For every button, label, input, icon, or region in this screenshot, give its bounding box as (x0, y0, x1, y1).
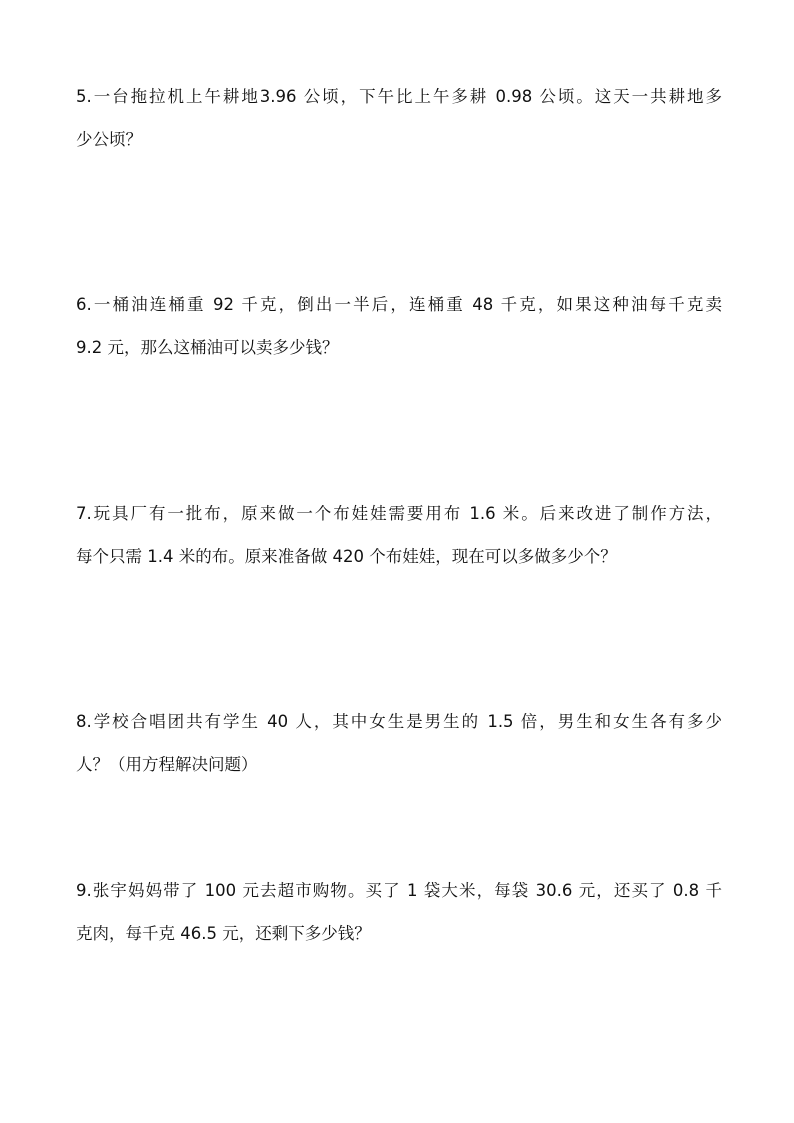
question-9 (76, 869, 722, 955)
question-7 (76, 492, 722, 578)
question-5-line-1: 5.一台拖拉机上午耕地3.96 公顷，下午比上午多耕 0.98 公顷。这天一共耕地多 (76, 87, 722, 106)
question-8-line-1: 8.学校合唱团共有学生 40 人，其中女生是男生的 1.5 倍，男生和女生各有多少 (76, 712, 722, 731)
question-6-line-1: 6.一桶油连桶重 92 千克，倒出一半后，连桶重 48 千克，如果这种油每千克卖 (76, 295, 722, 314)
question-8-line-2: 人？（用方程解决问题） (76, 755, 258, 774)
question-7-line-2: 每个只需 1.4 米的布。原来准备做 420 个布娃娃，现在可以多做多少个？ (76, 547, 617, 566)
question-9-line-2: 克肉，每千克 46.5 元，还剩下多少钱？ (76, 924, 371, 943)
question-5 (76, 75, 722, 161)
question-7-line-1: 7.玩具厂有一批布，原来做一个布娃娃需要用布 1.6 米。后来改进了制作方法， (76, 504, 722, 523)
question-5-line-2: 少公顷？ (76, 130, 142, 149)
question-9-line-1: 9.张宇妈妈带了 100 元去超市购物。买了 1 袋大米，每袋 30.6 元，还买了 0.8 千 (76, 881, 722, 900)
question-6-line-2: 9.2 元，那么这桶油可以卖多少钱？ (76, 338, 339, 357)
question-8 (76, 700, 722, 786)
question-6 (76, 283, 722, 369)
